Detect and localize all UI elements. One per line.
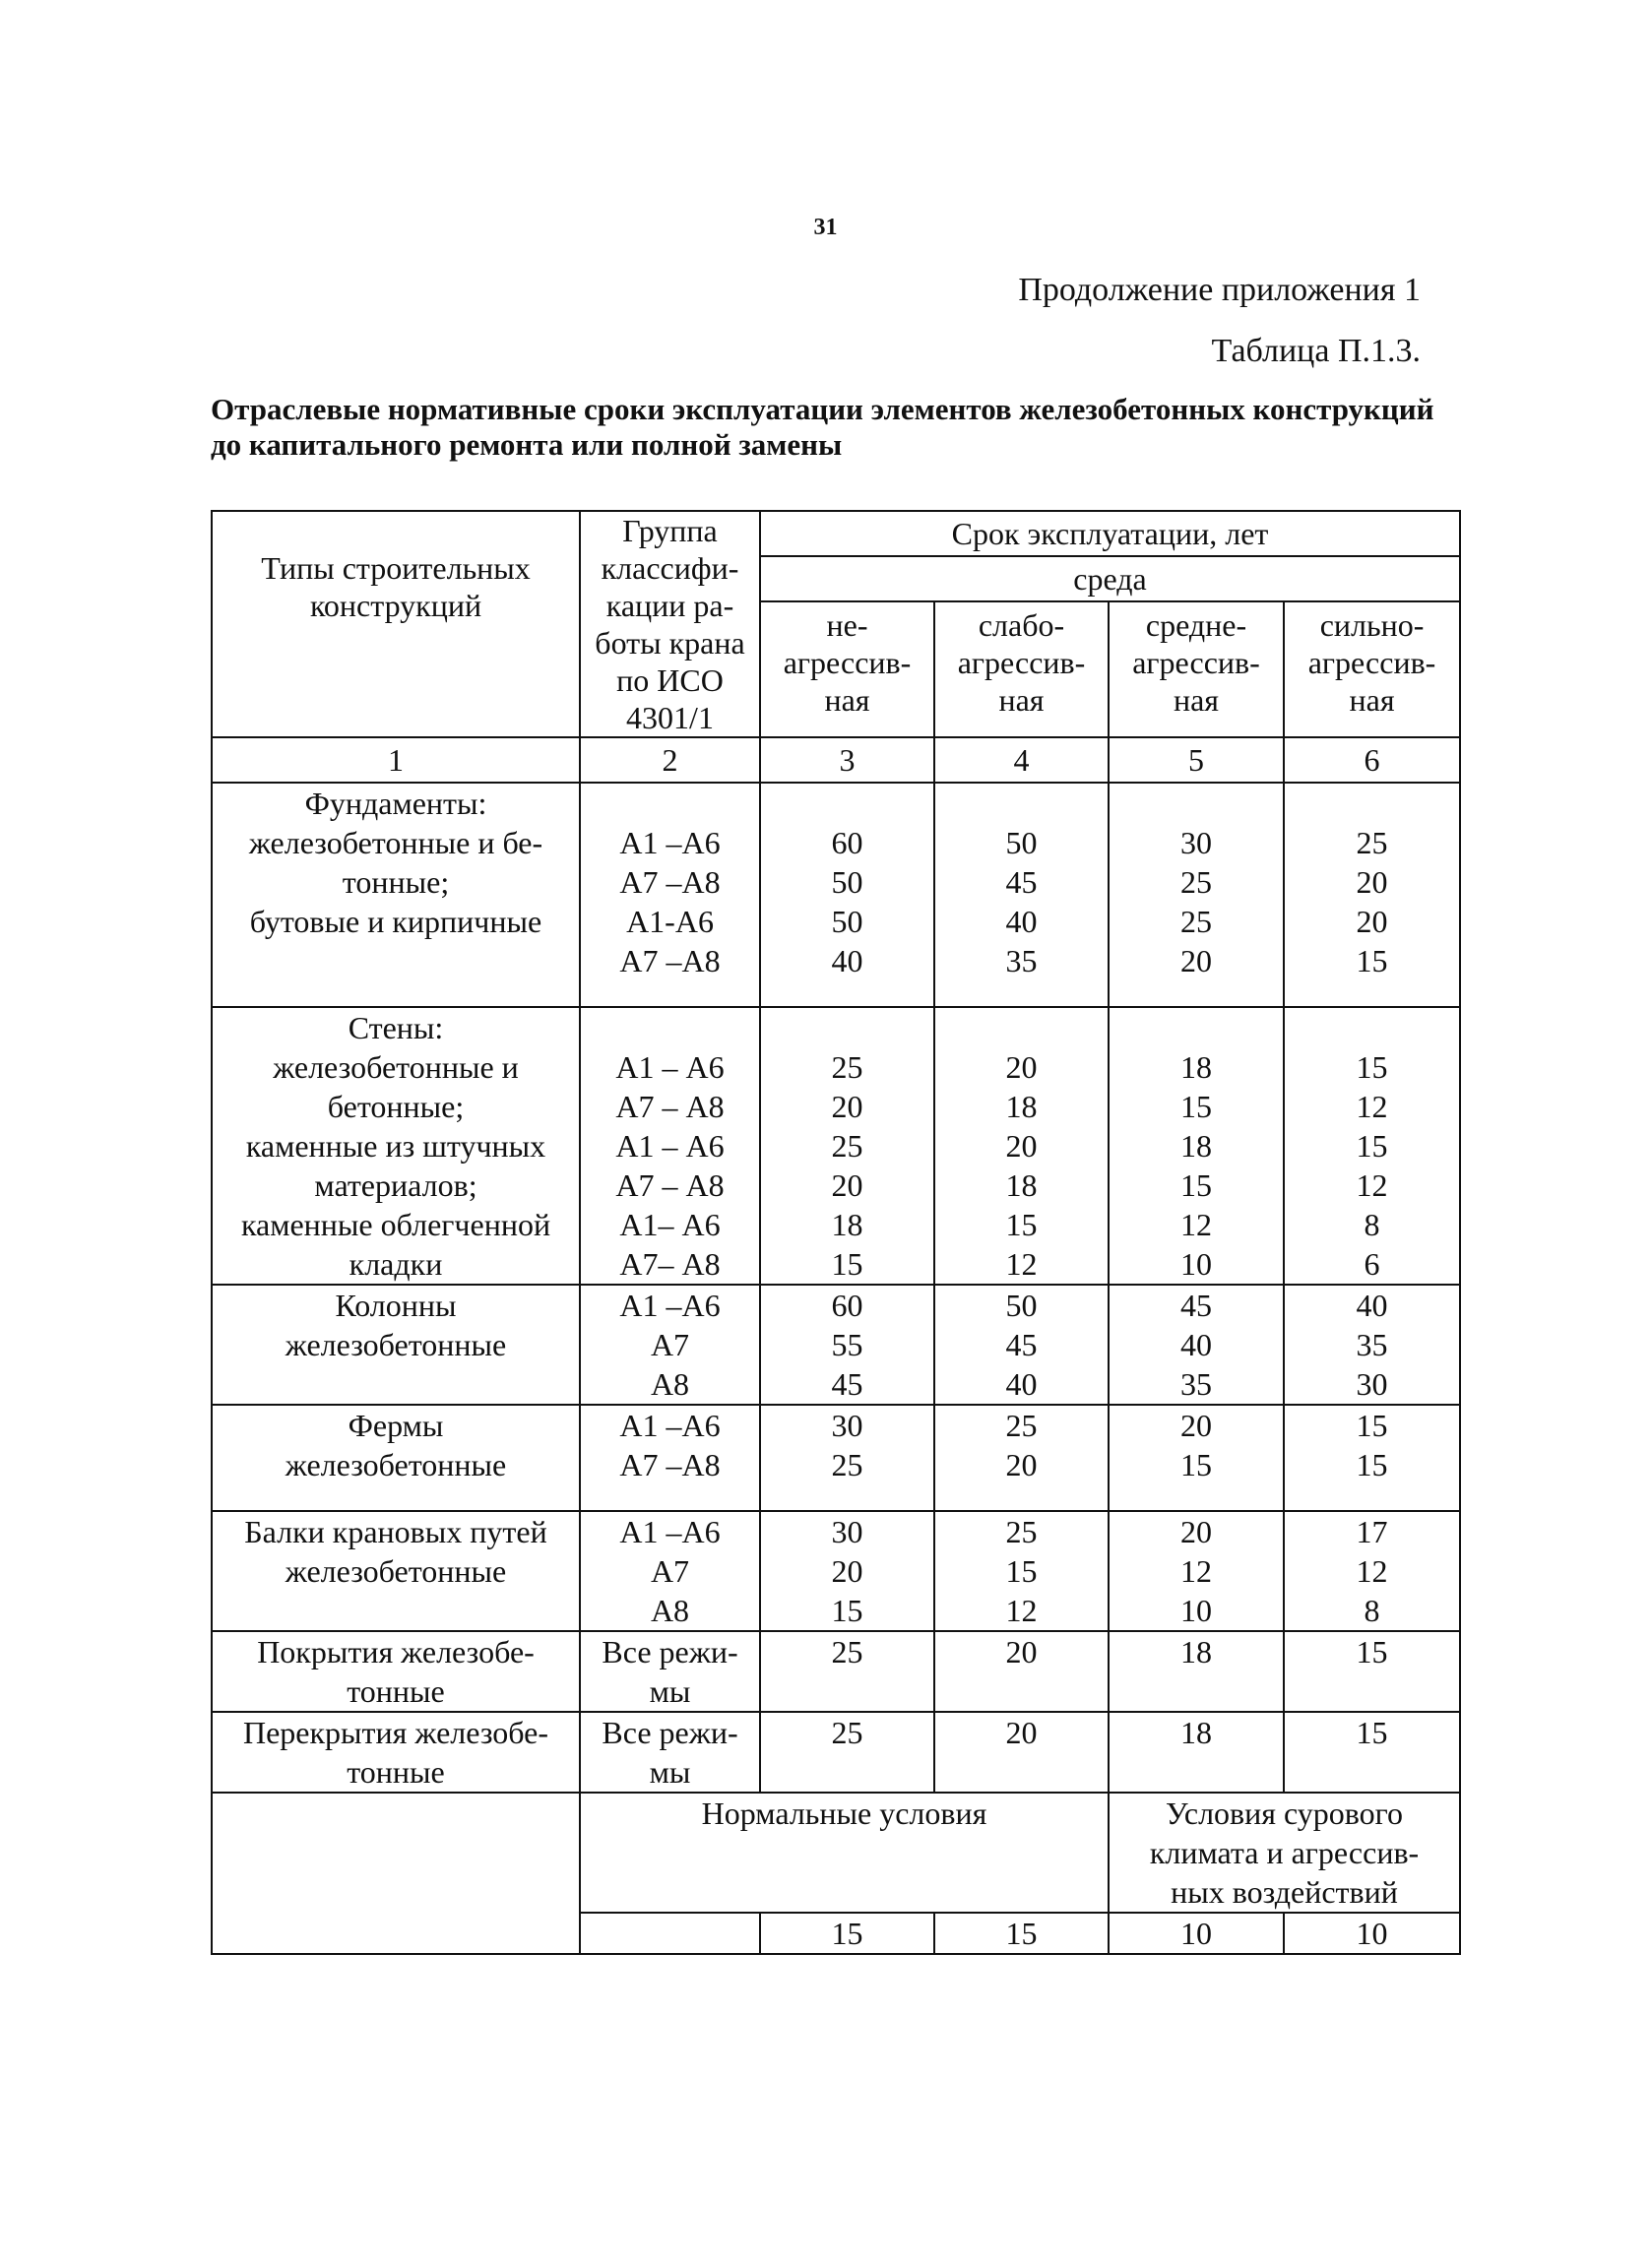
service-life-table	[211, 510, 1461, 1955]
value-strongly-aggressive: 15 15	[1284, 1405, 1460, 1511]
crane-group: А1 – А6 А7 – А8 А1 – А6 А7 – А8 А1– А6 А7– А8	[580, 1007, 760, 1285]
value-non-aggressive: 30 25	[760, 1405, 934, 1511]
construction-type: Балки крановых путей железобетонные	[212, 1511, 580, 1631]
table-label: Таблица П.1.3.	[1211, 333, 1421, 369]
header-strongly-aggressive: сильно- агрессив- ная	[1284, 601, 1460, 737]
value-strongly-aggressive: 15 12 15 12 8 6	[1284, 1007, 1460, 1285]
footer-blank-cell	[212, 1793, 580, 1954]
construction-type: Стены: железобетонные и бетонные; каменные из штучных материалов; каменные облегченной кладки	[212, 1007, 580, 1285]
header-crane-group: Группа классифи- кации ра- боты крана по ИСО 4301/1	[580, 511, 760, 737]
crane-group: А1 –А6 А7 А8	[580, 1285, 760, 1405]
construction-type: Фундаменты: железобетонные и бе- тонные; бутовые и кирпичные	[212, 783, 580, 1007]
value-slightly-aggressive: 25 20	[934, 1405, 1109, 1511]
construction-type: Колонны железобетонные	[212, 1285, 580, 1405]
crane-group: А1 –А6 А7 –А8	[580, 1405, 760, 1511]
value-slightly-aggressive: 20	[934, 1712, 1109, 1793]
value-strongly-aggressive: 25 20 20 15	[1284, 783, 1460, 1007]
value-medium-aggressive: 20 15	[1109, 1405, 1284, 1511]
table-row	[212, 1712, 1460, 1793]
value-non-aggressive: 25	[760, 1712, 934, 1793]
value-slightly-aggressive: 25 15 12	[934, 1511, 1109, 1631]
value-medium-aggressive: 18 15 18 15 12 10	[1109, 1007, 1284, 1285]
footer-severe-conditions: Условия сурового климата и агрессив- ных воздействий	[1109, 1793, 1460, 1913]
construction-type: Фермы железобетонные	[212, 1405, 580, 1511]
value-non-aggressive: 60 55 45	[760, 1285, 934, 1405]
crane-group: А1 –А6 А7 А8	[580, 1511, 760, 1631]
footer-value: 15	[934, 1913, 1109, 1954]
table-row	[212, 1285, 1460, 1405]
footer-value: 10	[1109, 1913, 1284, 1954]
table-row	[212, 1007, 1460, 1285]
value-non-aggressive: 25	[760, 1631, 934, 1712]
table-row	[212, 1511, 1460, 1631]
crane-group: А1 –А6 А7 –А8 А1-А6 А7 –А8	[580, 783, 760, 1007]
appendix-continuation: Продолжение приложения 1	[1018, 272, 1421, 308]
header-construction-types: Типы строительных конструкций	[212, 511, 580, 737]
footer-conditions-row	[212, 1793, 1460, 1913]
value-strongly-aggressive: 15	[1284, 1712, 1460, 1793]
value-medium-aggressive: 30 25 25 20	[1109, 783, 1284, 1007]
value-medium-aggressive: 18	[1109, 1631, 1284, 1712]
table-title: Отраслевые нормативные сроки эксплуатации элементов железобетонных конструкций до капитального ремонта или полной замены	[211, 392, 1434, 462]
value-slightly-aggressive: 50 45 40 35	[934, 783, 1109, 1007]
footer-blank-cell	[580, 1913, 760, 1954]
column-number: 6	[1284, 737, 1460, 783]
page-number: 31	[813, 215, 838, 240]
column-number: 3	[760, 737, 934, 783]
column-number: 2	[580, 737, 760, 783]
construction-type: Перекрытия железобе- тонные	[212, 1712, 580, 1793]
footer-normal-conditions: Нормальные условия	[580, 1793, 1109, 1913]
value-medium-aggressive: 18	[1109, 1712, 1284, 1793]
value-non-aggressive: 60 50 50 40	[760, 783, 934, 1007]
value-strongly-aggressive: 17 12 8	[1284, 1511, 1460, 1631]
column-number: 1	[212, 737, 580, 783]
header-non-aggressive: не- агрессив- ная	[760, 601, 934, 737]
header-slightly-aggressive: слабо- агрессив- ная	[934, 601, 1109, 737]
header-environment: среда	[760, 556, 1460, 601]
table-row	[212, 1405, 1460, 1511]
column-number: 4	[934, 737, 1109, 783]
value-slightly-aggressive: 50 45 40	[934, 1285, 1109, 1405]
crane-group: Все режи- мы	[580, 1631, 760, 1712]
value-strongly-aggressive: 15	[1284, 1631, 1460, 1712]
value-slightly-aggressive: 20 18 20 18 15 12	[934, 1007, 1109, 1285]
value-non-aggressive: 30 20 15	[760, 1511, 934, 1631]
crane-group: Все режи- мы	[580, 1712, 760, 1793]
value-non-aggressive: 25 20 25 20 18 15	[760, 1007, 934, 1285]
header-medium-aggressive: средне- агрессив- ная	[1109, 601, 1284, 737]
footer-value: 10	[1284, 1913, 1460, 1954]
table-row	[212, 783, 1460, 1007]
construction-type: Покрытия железобе- тонные	[212, 1631, 580, 1712]
value-medium-aggressive: 45 40 35	[1109, 1285, 1284, 1405]
value-medium-aggressive: 20 12 10	[1109, 1511, 1284, 1631]
footer-value: 15	[760, 1913, 934, 1954]
table-row	[212, 1631, 1460, 1712]
value-slightly-aggressive: 20	[934, 1631, 1109, 1712]
value-strongly-aggressive: 40 35 30	[1284, 1285, 1460, 1405]
column-number: 5	[1109, 737, 1284, 783]
header-service-life: Срок эксплуатации, лет	[760, 511, 1460, 556]
